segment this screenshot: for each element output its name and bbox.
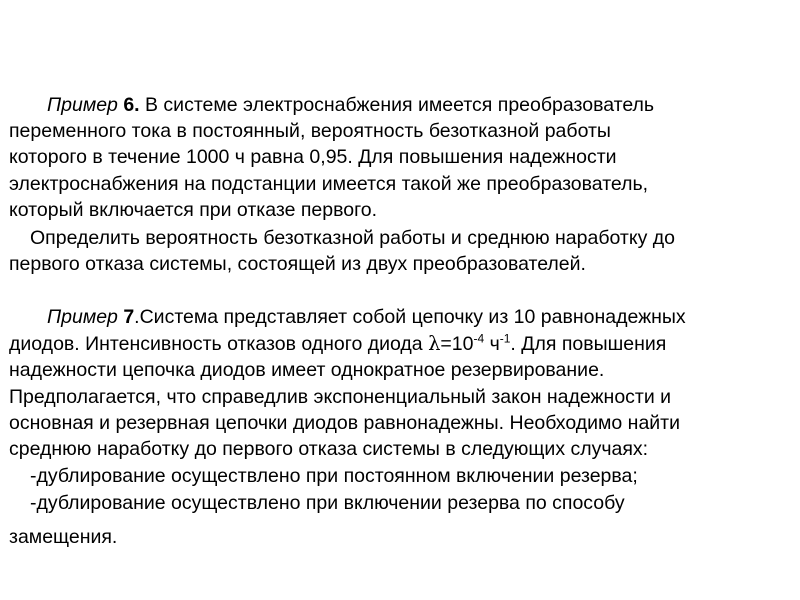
exponent-1: -4 [473, 331, 485, 346]
example7-line-6: среднюю наработку до первого отказа системы в следующих случаях: [9, 438, 649, 460]
example7-line-3: надежности цепочка диодов имеет однократное резервирование. [9, 359, 605, 381]
example7-line-2 [9, 331, 666, 357]
example6-line-7: первого отказа системы, состоящей из двух преобразователей. [9, 253, 586, 275]
example7-line-1 [47, 304, 686, 330]
example6-line-5: который включается при отказе первого. [9, 199, 378, 221]
example7-text-2a: диодов. Интенсивность отказов одного диода [9, 333, 429, 355]
example7-number: 7 [123, 306, 135, 328]
example6-line-4: электроснабжения на подстанции имеется такой же преобразователь, [9, 173, 649, 195]
example7-line-8: -дублирование осуществлено при включении резерва по способу [30, 492, 625, 514]
example7-label: Пример [47, 306, 118, 328]
example7-line-4: Предполагается, что справедлив экспоненциальный закон надежности и [9, 386, 672, 408]
example6-line-1 [47, 92, 654, 118]
example7-text-2d: . Для повышения [510, 333, 667, 355]
example7-text-2b: =10 [440, 333, 474, 355]
lambda-symbol: λ [428, 332, 441, 355]
example6-line-3: которого в течение 1000 ч равна 0,95. Для повышения надежности [9, 146, 617, 168]
example7-line-9: замещения. [9, 526, 118, 548]
example7-line-5: основная и резервная цепочки диодов равнонадежны. Необходимо найти [9, 412, 681, 434]
example7-text-2c: ч [484, 333, 500, 355]
example6-line-6: Определить вероятность безотказной работы и среднюю наработку до [30, 227, 676, 249]
example6-text-1: В системе электроснабжения имеется преобразователь [145, 94, 655, 116]
example6-label: Пример [47, 94, 118, 116]
exponent-2: -1 [499, 331, 511, 346]
example7-text-1: .Система представляет собой цепочку из 10 равнонадежных [134, 306, 686, 328]
example6-line-2: переменного тока в постоянный, вероятность безотказной работы [9, 120, 611, 142]
example6-number: 6. [123, 94, 140, 116]
example7-line-7: -дублирование осуществлено при постоянном включении резерва; [30, 465, 638, 487]
